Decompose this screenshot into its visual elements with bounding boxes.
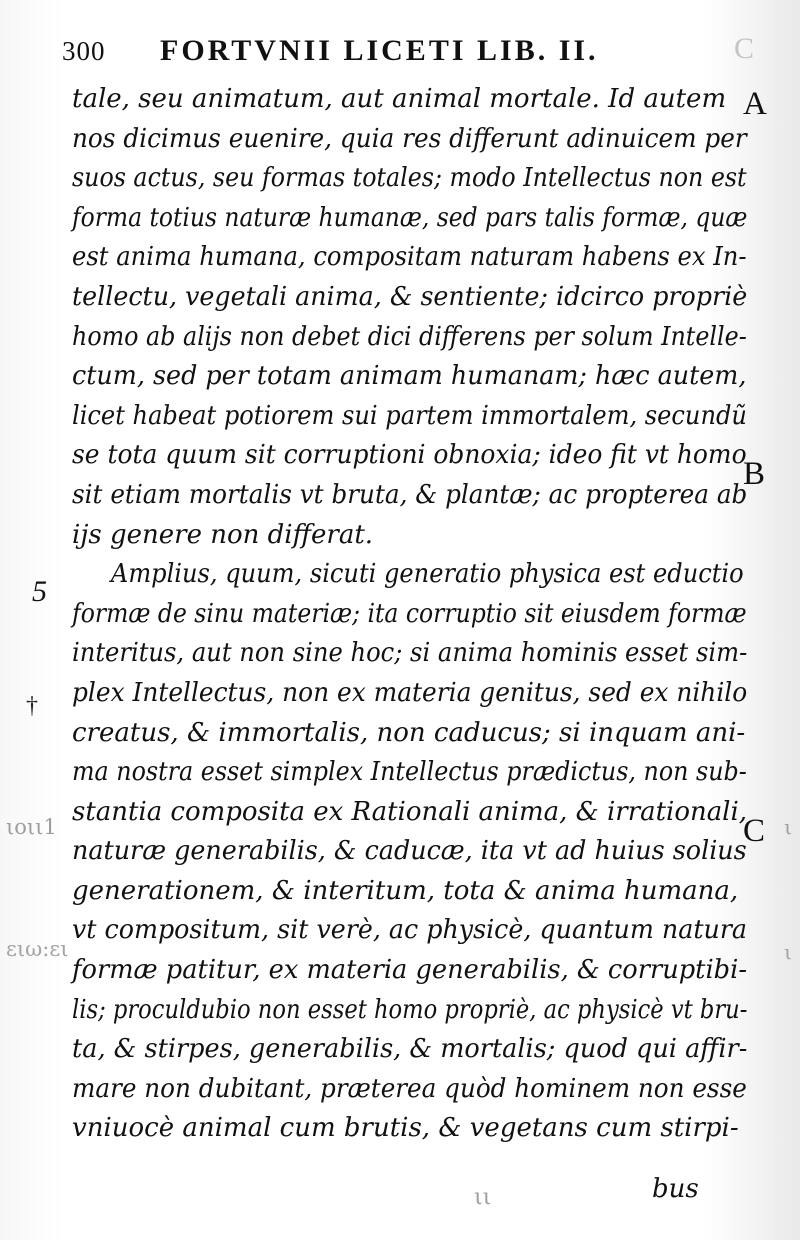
text-line: tale, seu animatum, aut animal mortale. Id autem xyxy=(72,84,727,114)
text-line: naturæ generabilis, & caducæ, ita vt ad huius solius xyxy=(72,836,747,867)
text-line: forma totius naturæ humanæ, sed pars talis formæ, quæ xyxy=(72,202,748,233)
text-line: stantia composita ex Rationali anima, & irrationali, xyxy=(72,796,748,827)
margin-letter-a: A xyxy=(743,86,767,122)
bleed-through-text: ειω:ει xyxy=(6,937,69,961)
text-line: generationem, & interitum, tota & anima humana, xyxy=(72,875,739,906)
catchword: bus xyxy=(652,1174,699,1204)
text-line: suos actus, seu formas totales; modo Intellectus non est xyxy=(72,163,747,194)
bleed-through-mark: C xyxy=(733,32,754,65)
text-line: licet habeat potiorem sui partem immortalem, secundũ xyxy=(72,400,747,431)
text-line: vt compositum, sit verè, ac physicè, quantum natura xyxy=(72,915,748,946)
text-line: interitus, aut non sine hoc; si anima hominis esset sim- xyxy=(72,638,748,669)
dagger-mark: † xyxy=(26,693,38,719)
text-line: est anima humana, compositam naturam habens ex In- xyxy=(72,242,747,273)
text-line: tellectu, vegetali anima, & sentiente; idcirco propriè xyxy=(72,281,748,312)
text-line: formæ patitur, ex materia generabilis, & corruptibi- xyxy=(72,955,747,986)
text-line: ijs genere non differat. xyxy=(72,519,374,550)
margin-letter-c: C xyxy=(743,813,766,849)
text-line: se tota quum sit corruptioni obnoxia; ideo fit vt homo xyxy=(72,440,747,471)
text-line: lis; proculdubio non esset homo propriè, ac physicè vt bru- xyxy=(72,994,748,1025)
bleed-through-text: ιοιι1 xyxy=(6,815,57,839)
running-head: FORTVNII LICETI LIB. II. xyxy=(160,34,599,67)
section-number: 5 xyxy=(32,575,47,608)
text-line: homo ab alijs non debet dici differens per solum Intelle- xyxy=(72,321,747,352)
page-header xyxy=(62,28,762,72)
body-text xyxy=(72,80,747,1149)
text-line: sit etiam mortalis vt bruta, & plantæ; ac propterea ab xyxy=(72,479,748,510)
bleed-through-text: ι xyxy=(784,815,792,839)
text-line: mare non dubitant, præterea quòd hominem non esse xyxy=(72,1073,747,1104)
text-line: creatus, & immortalis, non caducus; si inquam ani- xyxy=(72,717,746,748)
text-line: plex Intellectus, non ex materia genitus, sed ex nihilo xyxy=(72,677,748,708)
bleed-through-text: ι xyxy=(784,940,792,964)
text-line: ma nostra esset simplex Intellectus prædictus, non sub- xyxy=(72,757,747,788)
page-number: 300 xyxy=(62,36,106,66)
text-line: formæ de sinu materiæ; ita corruptio sit eiusdem formæ xyxy=(72,598,747,629)
bleed-through-text: ιι xyxy=(474,1185,492,1210)
text-line: vniuocè animal cum brutis, & vegetans cum stirpi- xyxy=(72,1113,739,1144)
margin-letter-b: B xyxy=(743,456,766,492)
text-line: Amplius, quum, sicuti generatio physica est eductio xyxy=(110,559,744,590)
text-line: ctum, sed per totam animam humanam; hæc autem, xyxy=(72,361,747,392)
text-line: nos dicimus euenire, quia res differunt adinuicem per xyxy=(72,123,747,154)
text-line: ta, & stirpes, generabilis, & mortalis; quod qui affir- xyxy=(72,1034,748,1065)
